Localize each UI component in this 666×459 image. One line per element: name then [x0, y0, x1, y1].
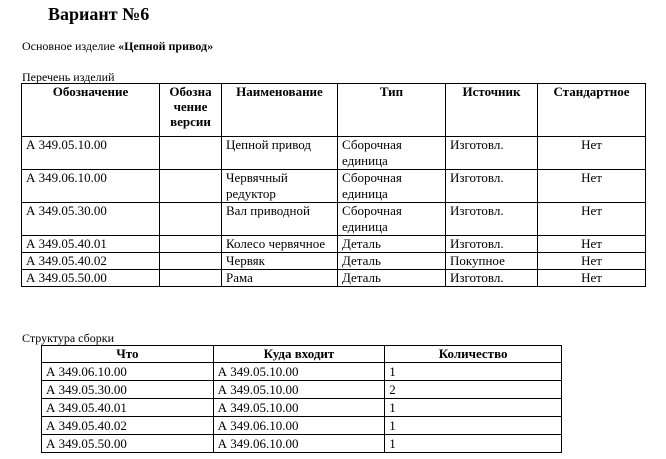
header-version-line: чение — [173, 99, 208, 114]
cell-into: А 349.05.10.00 — [213, 381, 385, 399]
assembly-caption: Структура сборки — [22, 331, 114, 345]
cell-name: Вал приводной — [222, 203, 338, 236]
cell-what: А 349.05.40.02 — [42, 417, 214, 435]
header-type: Тип — [338, 84, 446, 137]
cell-version — [160, 203, 222, 236]
cell-version — [160, 236, 222, 253]
cell-standard: Нет — [538, 253, 646, 270]
items-caption: Перечень изделий — [22, 70, 115, 84]
cell-what: А 349.05.40.01 — [42, 399, 214, 417]
cell-type: Деталь — [338, 253, 446, 270]
cell-into: А 349.05.10.00 — [213, 399, 385, 417]
header-designation: Обозначение — [22, 84, 160, 137]
header-source: Источник — [446, 84, 538, 137]
cell-source: Изготовл. — [446, 170, 538, 203]
header-standard: Стандартное — [538, 84, 646, 137]
cell-what: А 349.05.30.00 — [42, 381, 214, 399]
document-title: Вариант №6 — [48, 4, 150, 24]
product-line — [22, 39, 213, 54]
cell-standard: Нет — [538, 270, 646, 287]
cell-qty: 1 — [385, 435, 562, 453]
table-row — [22, 270, 646, 287]
cell-name: Колесо червячное — [222, 236, 338, 253]
cell-designation: А 349.05.40.01 — [22, 236, 160, 253]
product-prefix: Основное изделие — [22, 39, 119, 53]
cell-source: Изготовл. — [446, 137, 538, 170]
cell-what: А 349.06.10.00 — [42, 363, 214, 381]
table-row — [42, 399, 562, 417]
cell-into: А 349.06.10.00 — [213, 417, 385, 435]
cell-type: Сборочная единица — [338, 170, 446, 203]
cell-qty: 1 — [385, 399, 562, 417]
cell-designation: А 349.05.50.00 — [22, 270, 160, 287]
cell-qty: 2 — [385, 381, 562, 399]
cell-standard: Нет — [538, 170, 646, 203]
header-version-line: Обозна — [169, 84, 212, 99]
product-name: «Цепной привод» — [118, 39, 214, 53]
cell-name: Червяк — [222, 253, 338, 270]
cell-designation: А 349.05.40.02 — [22, 253, 160, 270]
cell-version — [160, 253, 222, 270]
table-row — [22, 137, 646, 170]
cell-name: Цепной привод — [222, 137, 338, 170]
cell-standard: Нет — [538, 203, 646, 236]
items-header-row — [22, 84, 646, 137]
cell-into: А 349.06.10.00 — [213, 435, 385, 453]
table-row — [22, 203, 646, 236]
cell-qty: 1 — [385, 363, 562, 381]
cell-designation: А 349.05.30.00 — [22, 203, 160, 236]
table-row — [42, 435, 562, 453]
cell-version — [160, 137, 222, 170]
cell-standard: Нет — [538, 236, 646, 253]
cell-type: Сборочная единица — [338, 203, 446, 236]
header-version-line: версии — [170, 114, 211, 129]
table-row — [22, 236, 646, 253]
assembly-header-row — [42, 346, 562, 363]
cell-name: Червячный редуктор — [222, 170, 338, 203]
header-version — [160, 84, 222, 137]
cell-type: Деталь — [338, 236, 446, 253]
cell-standard: Нет — [538, 137, 646, 170]
cell-version — [160, 270, 222, 287]
cell-into: А 349.05.10.00 — [213, 363, 385, 381]
assembly-table — [41, 345, 562, 453]
header-what: Что — [42, 346, 214, 363]
cell-version — [160, 170, 222, 203]
cell-designation: А 349.06.10.00 — [22, 170, 160, 203]
header-name: Наименование — [222, 84, 338, 137]
table-row — [42, 363, 562, 381]
cell-type: Сборочная единица — [338, 137, 446, 170]
table-row — [42, 381, 562, 399]
header-into: Куда входит — [213, 346, 385, 363]
cell-source: Изготовл. — [446, 236, 538, 253]
table-row — [22, 170, 646, 203]
cell-source: Покупное — [446, 253, 538, 270]
cell-what: А 349.05.50.00 — [42, 435, 214, 453]
cell-designation: А 349.05.10.00 — [22, 137, 160, 170]
items-table — [21, 83, 646, 287]
cell-name: Рама — [222, 270, 338, 287]
cell-type: Деталь — [338, 270, 446, 287]
header-qty: Количество — [385, 346, 562, 363]
cell-source: Изготовл. — [446, 203, 538, 236]
table-row — [42, 417, 562, 435]
cell-qty: 1 — [385, 417, 562, 435]
table-row — [22, 253, 646, 270]
cell-source: Изготовл. — [446, 270, 538, 287]
